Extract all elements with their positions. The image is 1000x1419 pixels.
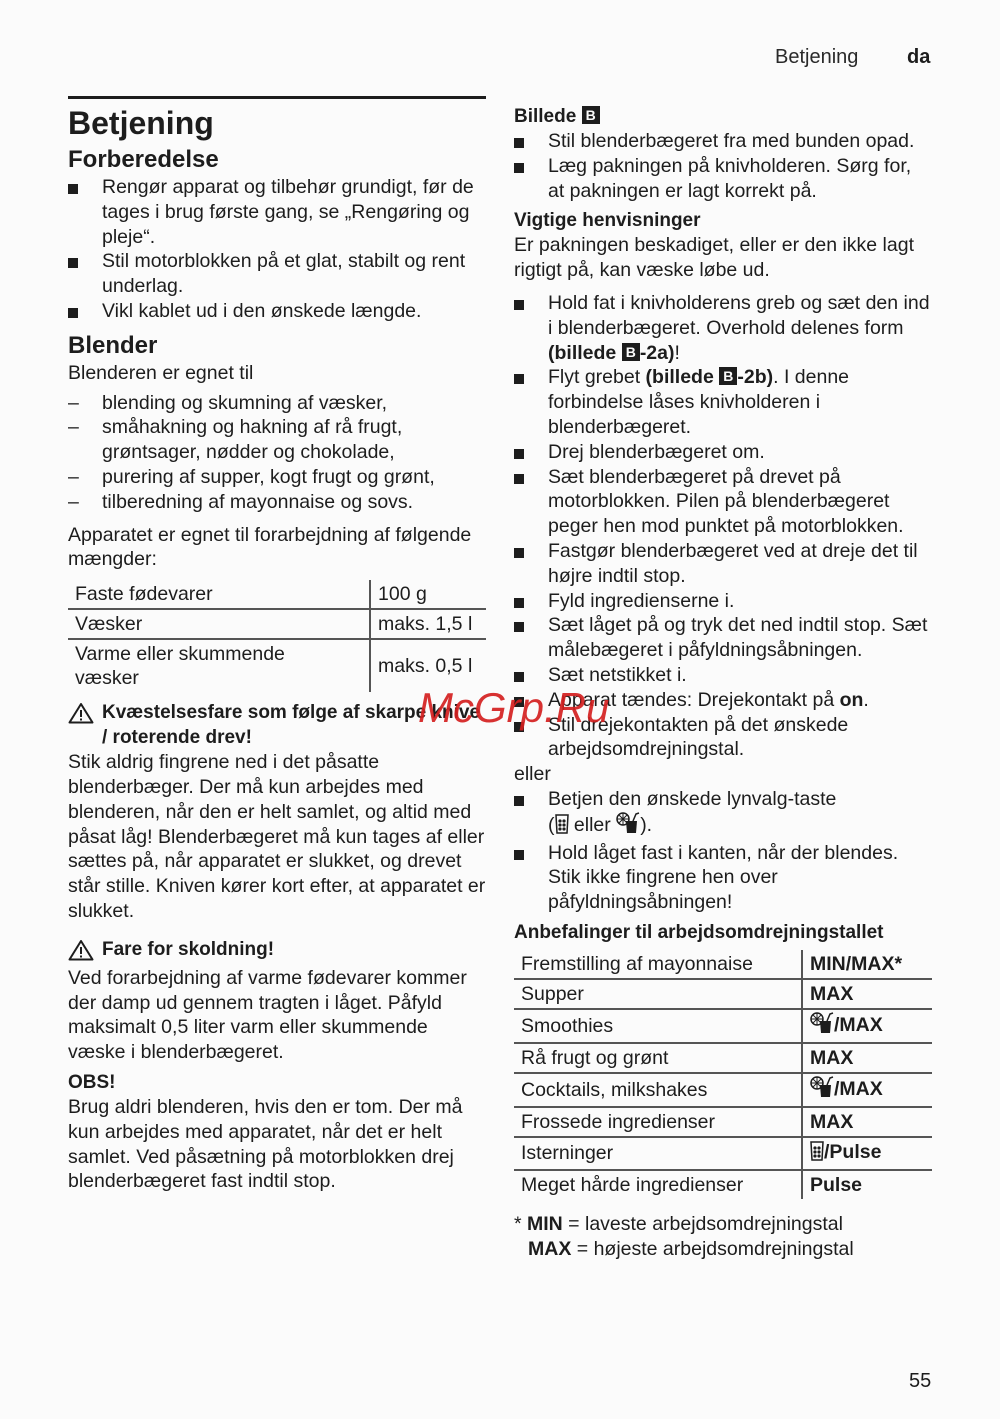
bullet-square-icon bbox=[514, 365, 548, 391]
list-item: Sæt blenderbægeret på drevet på motorblokken. Pilen på blenderbægeret peger hen mod punktet på motorblokken. bbox=[514, 465, 932, 539]
warning-triangle-icon bbox=[68, 700, 102, 729]
list-item: Sæt netstikket i. bbox=[514, 663, 932, 688]
table-row: Supper MAX bbox=[514, 979, 932, 1009]
dash-icon: – bbox=[68, 490, 79, 513]
list-item: Læg pakningen på knivholderen. Sørg for, at pakningen er lagt korrekt på. bbox=[514, 154, 932, 204]
warning-triangle-icon bbox=[68, 937, 102, 966]
table-cell: Væsker bbox=[68, 609, 370, 639]
bullet-square-icon bbox=[68, 249, 102, 275]
list-item: Rengør apparat og tilbehør grundigt, før de tages i brug første gang, se „Rengøring og pleje“. bbox=[68, 175, 486, 249]
left-column bbox=[68, 96, 486, 1194]
steps-list-2 bbox=[514, 787, 932, 915]
bullet-square-icon bbox=[514, 613, 548, 639]
table-row: Fremstilling af mayonnaise MIN/MAX* bbox=[514, 950, 932, 979]
list-item: Fastgør blenderbægeret ved at dreje det til højre indtil stop. bbox=[514, 539, 932, 589]
table-cell: maks. 0,5 l bbox=[370, 639, 486, 692]
speeds-table bbox=[514, 950, 932, 1199]
list-item: Flyt grebet (billede B -2b). I denne forbindelse låses knivholderen i blenderbægeret. bbox=[514, 365, 932, 439]
amounts-intro: Apparatet er egnet til forarbejdning af følgende mængder: bbox=[68, 523, 472, 571]
billede-list bbox=[514, 129, 932, 203]
bullet-square-icon bbox=[514, 154, 548, 180]
vigtige-heading: Vigtige henvisninger bbox=[514, 210, 701, 232]
figure-b-badge: B bbox=[719, 367, 737, 385]
warning-scald-title: Fare for skoldning! bbox=[102, 938, 275, 960]
blender-uses-list bbox=[68, 391, 486, 515]
table-row: Isterninger /Pulse bbox=[514, 1137, 932, 1170]
table-row: Rå frugt og grønt MAX bbox=[514, 1043, 932, 1073]
running-header bbox=[0, 46, 1000, 74]
table-row bbox=[68, 580, 486, 609]
list-item: – tilberedning af mayonnaise og sovs. bbox=[68, 490, 414, 513]
warning-injury-text: Stik aldrig fingrene ned i det påsatte blenderbæger. Der må kun arbejdes med blenderen, når den er helt samlet, og altid med påsat låg! Blenderbægeret må kun tages af eller sættes på, når apparatet er slukket, og drevet står stille. Kniven kører kort efter, at apparatet er slukket. bbox=[68, 751, 486, 922]
warning-scald-text: Ved forarbejdning af varme fødevarer kommer der damp ud gennem tragten i låget. Påfyld maksimalt 0,5 liter varm eller skummende væske i blenderbægeret. bbox=[68, 966, 467, 1064]
billede-heading: Billede B bbox=[514, 104, 932, 129]
list-item: Hold fat i knivholderens greb og sæt den ind i blenderbægeret. Overhold delenes form (billede B -2a)! bbox=[514, 291, 932, 365]
warning-injury-title: Kvæstelsesfare som følge af skarpe knive / roterende drev! bbox=[102, 702, 481, 749]
bullet-square-icon bbox=[514, 589, 548, 615]
page-title: Betjening bbox=[68, 105, 214, 141]
list-item: Stil blenderbægeret fra med bunden opad. bbox=[514, 129, 932, 154]
table-row: Meget hårde ingredienser Pulse bbox=[514, 1170, 932, 1199]
table-cell: 100 g bbox=[370, 580, 486, 609]
list-item: – purering af supper, kogt frugt og grønt, bbox=[68, 465, 435, 488]
list-item: Hold låget fast i kanten, når der blendes. Stik ikke fingrene hen over påfyldningsåbningen! bbox=[514, 841, 932, 915]
footnote: * MIN = laveste arbejdsomdrejningstal MAX = højeste arbejdsomdrejningstal bbox=[514, 1212, 854, 1260]
table-row: Cocktails, milkshakes /MAX bbox=[514, 1073, 932, 1107]
bullet-square-icon bbox=[514, 440, 548, 466]
obs-heading: OBS! bbox=[68, 1071, 116, 1093]
list-item: – blending og skumning af væsker, bbox=[68, 391, 388, 414]
bullet-square-icon bbox=[514, 465, 548, 491]
right-column bbox=[514, 104, 932, 1262]
figure-b-badge: B bbox=[622, 343, 640, 361]
dash-icon: – bbox=[68, 465, 79, 488]
cocktail-icon bbox=[810, 1012, 834, 1040]
ice-glass-icon bbox=[555, 814, 569, 841]
ice-glass-icon bbox=[810, 1141, 824, 1167]
table-cell: maks. 1,5 l bbox=[370, 609, 486, 639]
forberedelse-heading: Forberedelse bbox=[68, 146, 219, 173]
list-item: Drej blenderbægeret om. bbox=[514, 440, 932, 465]
forberedelse-list bbox=[68, 175, 486, 324]
list-item: Betjen den ønskede lynvalg-taste ( eller ). bbox=[514, 787, 932, 841]
cocktail-icon bbox=[810, 1076, 834, 1104]
list-item: Apparat tændes: Drejekontakt på on. bbox=[514, 688, 932, 713]
bullet-square-icon bbox=[514, 787, 548, 813]
or-text: eller bbox=[514, 763, 551, 786]
bullet-square-icon bbox=[514, 841, 548, 867]
blender-intro: Blenderen er egnet til bbox=[68, 361, 254, 384]
list-item: – småhakning og hakning af rå frugt, grøntsager, nødder og chokolade, bbox=[68, 416, 403, 464]
bullet-square-icon bbox=[514, 539, 548, 565]
list-item: Fyld ingredienserne i. bbox=[514, 589, 932, 614]
vigtige-text: Er pakningen beskadiget, eller er den ikke lagt rigtigt på, kan væske løbe ud. bbox=[514, 234, 914, 282]
dash-icon: – bbox=[68, 416, 79, 439]
table-cell: Faste fødevarer bbox=[75, 583, 213, 606]
header-language-code: da bbox=[907, 46, 931, 68]
table-row bbox=[68, 609, 486, 639]
obs-text: Brug aldri blenderen, hvis den er tom. Der må kun arbejdes med apparatet, når det er helt samlet. Ved påsætning på motorblokken drej blenderbægeret fast indtil stop. bbox=[68, 1095, 463, 1193]
table-cell: Varme eller skummende væsker bbox=[68, 639, 370, 692]
table-row: Smoothies /MAX bbox=[514, 1009, 932, 1043]
list-item: Sæt låget på og tryk det ned indtil stop. Sæt målebægeret i påfyldningsåbningen. bbox=[514, 613, 932, 663]
watermark: McGrp.Ru bbox=[418, 684, 610, 731]
cocktail-icon bbox=[616, 812, 640, 841]
speeds-heading: Anbefalinger til arbejdsomdrejningstallet bbox=[514, 921, 884, 943]
list-item: Stil drejekontakten på det ønskede arbejdsomdrejningstal. bbox=[514, 713, 932, 763]
bullet-square-icon bbox=[68, 299, 102, 325]
dash-icon: – bbox=[68, 391, 79, 414]
blender-heading: Blender bbox=[68, 331, 158, 359]
warning-scald bbox=[68, 937, 486, 966]
bullet-square-icon bbox=[514, 129, 548, 155]
header-section-title: Betjening bbox=[775, 46, 859, 68]
list-item: Stil motorblokken på et glat, stabilt og rent underlag. bbox=[68, 249, 486, 299]
bullet-square-icon bbox=[68, 175, 102, 201]
list-item: Vikl kablet ud i den ønskede længde. bbox=[68, 299, 486, 324]
table-row: Frossede ingredienser MAX bbox=[514, 1107, 932, 1137]
amounts-table bbox=[68, 580, 486, 692]
bullet-square-icon bbox=[514, 291, 548, 317]
figure-b-badge: B bbox=[582, 106, 600, 124]
title-rule bbox=[68, 96, 486, 99]
page-number: 55 bbox=[909, 1370, 932, 1392]
